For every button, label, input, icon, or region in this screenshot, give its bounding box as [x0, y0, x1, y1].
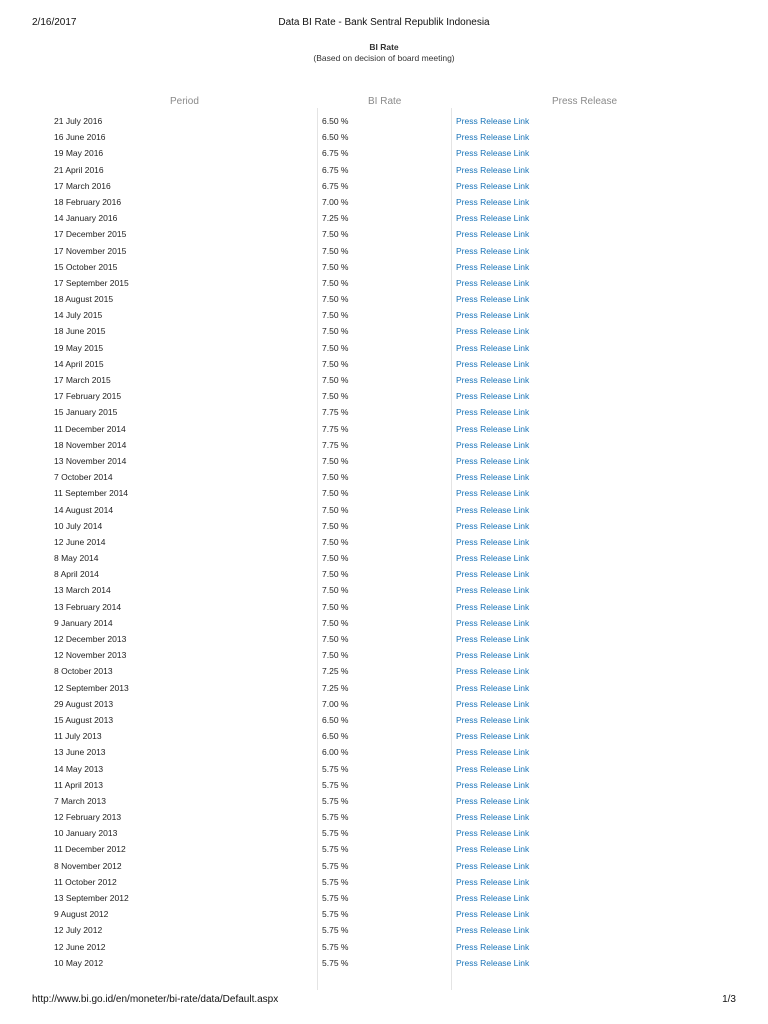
print-footer: [32, 994, 736, 1008]
press-release-link[interactable]: Press Release Link: [456, 294, 530, 305]
bi-rate-cell: 6.50 %: [322, 731, 349, 742]
bi-rate-cell: 7.50 %: [322, 569, 349, 580]
press-release-link[interactable]: Press Release Link: [456, 909, 530, 920]
press-release-link[interactable]: Press Release Link: [456, 342, 530, 353]
bi-rate-cell: 7.50 %: [322, 261, 349, 272]
press-release-link[interactable]: Press Release Link: [456, 714, 530, 725]
page-url: http://www.bi.go.id/en/moneter/bi-rate/data/Default.aspx: [32, 994, 279, 1005]
period-cell: 15 October 2015: [54, 261, 118, 272]
period-cell: 19 May 2015: [54, 342, 104, 353]
table-row: [0, 307, 768, 323]
table-row: [0, 906, 768, 922]
press-release-link[interactable]: Press Release Link: [456, 957, 530, 968]
bi-rate-cell: 7.50 %: [322, 455, 349, 466]
table-title: BI Rate: [369, 42, 399, 52]
press-release-link[interactable]: Press Release Link: [456, 375, 530, 385]
period-cell: 19 May 2016: [54, 148, 104, 159]
press-release-link[interactable]: Press Release Link: [456, 164, 530, 175]
table-row: [0, 372, 768, 388]
period-cell: 13 November 2014: [54, 455, 127, 466]
column-header-period: Period: [170, 96, 199, 107]
period-cell: 10 May 2012: [54, 957, 104, 968]
period-cell: 14 May 2013: [54, 763, 104, 774]
table-row: [0, 615, 768, 631]
table-row: [0, 809, 768, 825]
bi-rate-cell: 6.50 %: [322, 116, 349, 126]
press-release-link[interactable]: Press Release Link: [456, 634, 530, 644]
bi-rate-cell: 7.75 %: [322, 407, 349, 418]
period-cell: 17 February 2015: [54, 391, 122, 402]
table-row: [0, 323, 768, 339]
column-header-bi-rate: BI Rate: [368, 96, 402, 107]
table-row: [0, 145, 768, 161]
table-row: [0, 388, 768, 404]
column-header-press-release: Press Release: [552, 96, 618, 107]
press-release-link[interactable]: Press Release Link: [456, 941, 530, 952]
period-cell: 13 February 2014: [54, 601, 122, 612]
press-release-link[interactable]: Press Release Link: [456, 747, 530, 758]
bi-rate-cell: 5.75 %: [322, 779, 349, 790]
press-release-link[interactable]: Press Release Link: [456, 245, 530, 256]
bi-rate-cell: 5.75 %: [322, 860, 349, 871]
bi-rate-cell: 7.00 %: [322, 196, 349, 207]
bi-rate-cell: 7.50 %: [322, 472, 349, 483]
bi-rate-cell: 7.50 %: [322, 536, 349, 547]
table-row: [0, 841, 768, 857]
press-release-link[interactable]: Press Release Link: [456, 682, 530, 693]
press-release-link[interactable]: Press Release Link: [456, 455, 530, 466]
bi-rate-cell: 7.50 %: [322, 229, 349, 240]
table-row: [0, 599, 768, 615]
table-row: [0, 955, 768, 971]
table-row: [0, 825, 768, 841]
press-release-link[interactable]: Press Release Link: [456, 196, 530, 207]
table-row: [0, 113, 768, 129]
table-row: [0, 291, 768, 307]
rate-table-body: [0, 113, 768, 971]
table-row: [0, 566, 768, 582]
table-row: [0, 226, 768, 242]
press-release-link[interactable]: Press Release Link: [456, 358, 530, 369]
press-release-link[interactable]: Press Release Link: [456, 763, 530, 774]
document-title: Data BI Rate - Bank Sentral Republik Indonesia: [278, 17, 490, 28]
table-row: [0, 744, 768, 760]
press-release-link[interactable]: Press Release Link: [456, 698, 530, 709]
period-cell: 11 December 2012: [54, 844, 126, 855]
bi-rate-cell: 7.50 %: [322, 488, 349, 499]
bi-rate-cell: 5.75 %: [322, 876, 349, 887]
bi-rate-cell: 7.50 %: [322, 358, 349, 369]
table-row: [0, 437, 768, 453]
bi-rate-cell: 6.75 %: [322, 180, 349, 191]
table-row: [0, 582, 768, 598]
bi-rate-cell: 7.25 %: [322, 213, 349, 224]
table-row: [0, 939, 768, 955]
press-release-link[interactable]: Press Release Link: [456, 601, 530, 612]
bi-rate-cell: 7.50 %: [322, 310, 349, 321]
bi-rate-cell: 5.75 %: [322, 941, 349, 952]
press-release-link[interactable]: Press Release Link: [456, 520, 530, 531]
period-cell: 11 December 2014: [54, 423, 126, 434]
period-cell: 12 February 2013: [54, 812, 122, 823]
table-row: [0, 534, 768, 550]
table-row: [0, 178, 768, 194]
period-cell: 13 September 2012: [54, 893, 129, 903]
press-release-link[interactable]: Press Release Link: [456, 844, 530, 855]
period-cell: 10 January 2013: [54, 828, 118, 839]
table-row: [0, 259, 768, 275]
period-cell: 7 March 2013: [54, 795, 106, 806]
period-cell: 8 November 2012: [54, 860, 122, 871]
bi-rate-cell: 7.75 %: [322, 439, 349, 450]
press-release-link[interactable]: Press Release Link: [456, 116, 530, 126]
bi-rate-cell: 7.50 %: [322, 520, 349, 531]
press-release-link[interactable]: Press Release Link: [456, 553, 530, 564]
press-release-link[interactable]: Press Release Link: [456, 504, 530, 515]
bi-rate-cell: 7.50 %: [322, 294, 349, 305]
press-release-link[interactable]: Press Release Link: [456, 828, 530, 839]
bi-rate-cell: 7.50 %: [322, 375, 349, 385]
period-cell: 17 March 2016: [54, 180, 111, 191]
press-release-link[interactable]: Press Release Link: [456, 812, 530, 823]
bi-rate-cell: 7.50 %: [322, 277, 349, 288]
bi-rate-cell: 5.75 %: [322, 909, 349, 920]
press-release-link[interactable]: Press Release Link: [456, 310, 530, 321]
press-release-link[interactable]: Press Release Link: [456, 326, 530, 337]
press-release-link[interactable]: Press Release Link: [456, 213, 530, 224]
bi-rate-cell: 7.50 %: [322, 342, 349, 353]
press-release-link[interactable]: Press Release Link: [456, 650, 530, 661]
period-cell: 15 August 2013: [54, 714, 114, 725]
press-release-link[interactable]: Press Release Link: [456, 893, 530, 903]
table-row: [0, 453, 768, 469]
table-row: [0, 647, 768, 663]
period-cell: 8 April 2014: [54, 569, 99, 580]
period-cell: 8 May 2014: [54, 553, 99, 564]
bi-rate-cell: 6.75 %: [322, 164, 349, 175]
press-release-link[interactable]: Press Release Link: [456, 132, 530, 143]
print-header: [32, 17, 736, 31]
bi-rate-cell: 7.50 %: [322, 553, 349, 564]
period-cell: 9 August 2012: [54, 909, 109, 920]
period-cell: 12 July 2012: [54, 925, 103, 936]
press-release-link[interactable]: Press Release Link: [456, 423, 530, 434]
period-cell: 14 August 2014: [54, 504, 114, 515]
table-row: [0, 793, 768, 809]
period-cell: 10 July 2014: [54, 520, 103, 531]
bi-rate-cell: 5.75 %: [322, 844, 349, 855]
table-row: [0, 275, 768, 291]
bi-rate-cell: 6.50 %: [322, 714, 349, 725]
period-cell: 29 August 2013: [54, 698, 114, 709]
bi-rate-cell: 6.50 %: [322, 132, 349, 143]
bi-rate-cell: 7.50 %: [322, 245, 349, 256]
table-row: [0, 129, 768, 145]
table-row: [0, 340, 768, 356]
bi-rate-cell: 5.75 %: [322, 812, 349, 823]
period-cell: 15 January 2015: [54, 407, 118, 418]
bi-rate-cell: 7.50 %: [322, 504, 349, 515]
table-heading: [0, 42, 768, 64]
press-release-link[interactable]: Press Release Link: [456, 439, 530, 450]
press-release-link[interactable]: Press Release Link: [456, 488, 530, 499]
table-row: [0, 210, 768, 226]
table-row: [0, 728, 768, 744]
bi-rate-cell: 7.50 %: [322, 634, 349, 644]
bi-rate-cell: 7.50 %: [322, 326, 349, 337]
press-release-link[interactable]: Press Release Link: [456, 261, 530, 272]
period-cell: 7 October 2014: [54, 472, 113, 483]
press-release-link[interactable]: Press Release Link: [456, 617, 530, 628]
period-cell: 11 April 2013: [54, 779, 103, 790]
table-row: [0, 663, 768, 679]
table-row: [0, 518, 768, 534]
table-row: [0, 890, 768, 906]
bi-rate-cell: 7.75 %: [322, 423, 349, 434]
print-date: 2/16/2017: [32, 17, 77, 28]
table-row: [0, 680, 768, 696]
bi-rate-cell: 7.50 %: [322, 585, 349, 596]
bi-rate-cell: 5.75 %: [322, 957, 349, 968]
table-subtitle: (Based on decision of board meeting): [313, 53, 455, 63]
press-release-link[interactable]: Press Release Link: [456, 148, 530, 159]
period-cell: 14 April 2015: [54, 358, 104, 369]
table-row: [0, 777, 768, 793]
table-row: [0, 421, 768, 437]
press-release-link[interactable]: Press Release Link: [456, 536, 530, 547]
period-cell: 12 June 2014: [54, 536, 106, 547]
table-row: [0, 761, 768, 777]
period-cell: 8 October 2013: [54, 666, 113, 677]
period-cell: 12 November 2013: [54, 650, 127, 661]
period-cell: 16 June 2016: [54, 132, 106, 143]
period-cell: 11 October 2012: [54, 876, 117, 887]
press-release-link[interactable]: Press Release Link: [456, 585, 530, 596]
bi-rate-cell: 6.00 %: [322, 747, 349, 758]
table-row: [0, 696, 768, 712]
period-cell: 9 January 2014: [54, 617, 113, 628]
period-cell: 14 July 2015: [54, 310, 103, 321]
table-row: [0, 502, 768, 518]
press-release-link[interactable]: Press Release Link: [456, 795, 530, 806]
press-release-link[interactable]: Press Release Link: [456, 569, 530, 580]
press-release-link[interactable]: Press Release Link: [456, 229, 530, 240]
period-cell: 11 July 2013: [54, 731, 102, 742]
table-row: [0, 469, 768, 485]
press-release-link[interactable]: Press Release Link: [456, 731, 530, 742]
period-cell: 18 June 2015: [54, 326, 106, 337]
page-number: 1/3: [722, 994, 736, 1005]
bi-rate-cell: 7.50 %: [322, 391, 349, 402]
period-cell: 12 December 2013: [54, 634, 127, 644]
bi-rate-cell: 5.75 %: [322, 828, 349, 839]
period-cell: 17 November 2015: [54, 245, 127, 256]
table-row: [0, 712, 768, 728]
period-cell: 18 November 2014: [54, 439, 127, 450]
table-row: [0, 874, 768, 890]
bi-rate-cell: 5.75 %: [322, 893, 349, 903]
table-row: [0, 243, 768, 259]
period-cell: 12 September 2013: [54, 682, 129, 693]
period-cell: 18 February 2016: [54, 196, 122, 207]
press-release-link[interactable]: Press Release Link: [456, 180, 530, 191]
press-release-link[interactable]: Press Release Link: [456, 277, 530, 288]
press-release-link[interactable]: Press Release Link: [456, 925, 530, 936]
period-cell: 13 March 2014: [54, 585, 111, 596]
press-release-link[interactable]: Press Release Link: [456, 860, 530, 871]
press-release-link[interactable]: Press Release Link: [456, 391, 530, 402]
table-row: [0, 631, 768, 647]
bi-rate-cell: 7.50 %: [322, 650, 349, 661]
press-release-link[interactable]: Press Release Link: [456, 407, 530, 418]
press-release-link[interactable]: Press Release Link: [456, 779, 530, 790]
period-cell: 13 June 2013: [54, 747, 106, 758]
period-cell: 21 April 2016: [54, 164, 104, 175]
period-cell: 17 March 2015: [54, 375, 111, 385]
period-cell: 17 December 2015: [54, 229, 127, 240]
bi-rate-cell: 5.75 %: [322, 763, 349, 774]
press-release-link[interactable]: Press Release Link: [456, 666, 530, 677]
bi-rate-cell: 7.50 %: [322, 617, 349, 628]
press-release-link[interactable]: Press Release Link: [456, 876, 530, 887]
table-row: [0, 485, 768, 501]
bi-rate-cell: 7.25 %: [322, 682, 349, 693]
period-cell: 11 September 2014: [54, 488, 129, 499]
table-row: [0, 858, 768, 874]
bi-rate-cell: 5.75 %: [322, 925, 349, 936]
bi-rate-cell: 7.25 %: [322, 666, 349, 677]
bi-rate-cell: 6.75 %: [322, 148, 349, 159]
table-row: [0, 194, 768, 210]
table-row: [0, 550, 768, 566]
period-cell: 21 July 2016: [54, 116, 103, 126]
period-cell: 14 January 2016: [54, 213, 118, 224]
bi-rate-cell: 5.75 %: [322, 795, 349, 806]
table-row: [0, 404, 768, 420]
bi-rate-cell: 7.00 %: [322, 698, 349, 709]
period-cell: 12 June 2012: [54, 941, 106, 952]
press-release-link[interactable]: Press Release Link: [456, 472, 530, 483]
table-row: [0, 162, 768, 178]
period-cell: 18 August 2015: [54, 294, 114, 305]
table-row: [0, 356, 768, 372]
table-row: [0, 922, 768, 938]
bi-rate-cell: 7.50 %: [322, 601, 349, 612]
period-cell: 17 September 2015: [54, 277, 129, 288]
